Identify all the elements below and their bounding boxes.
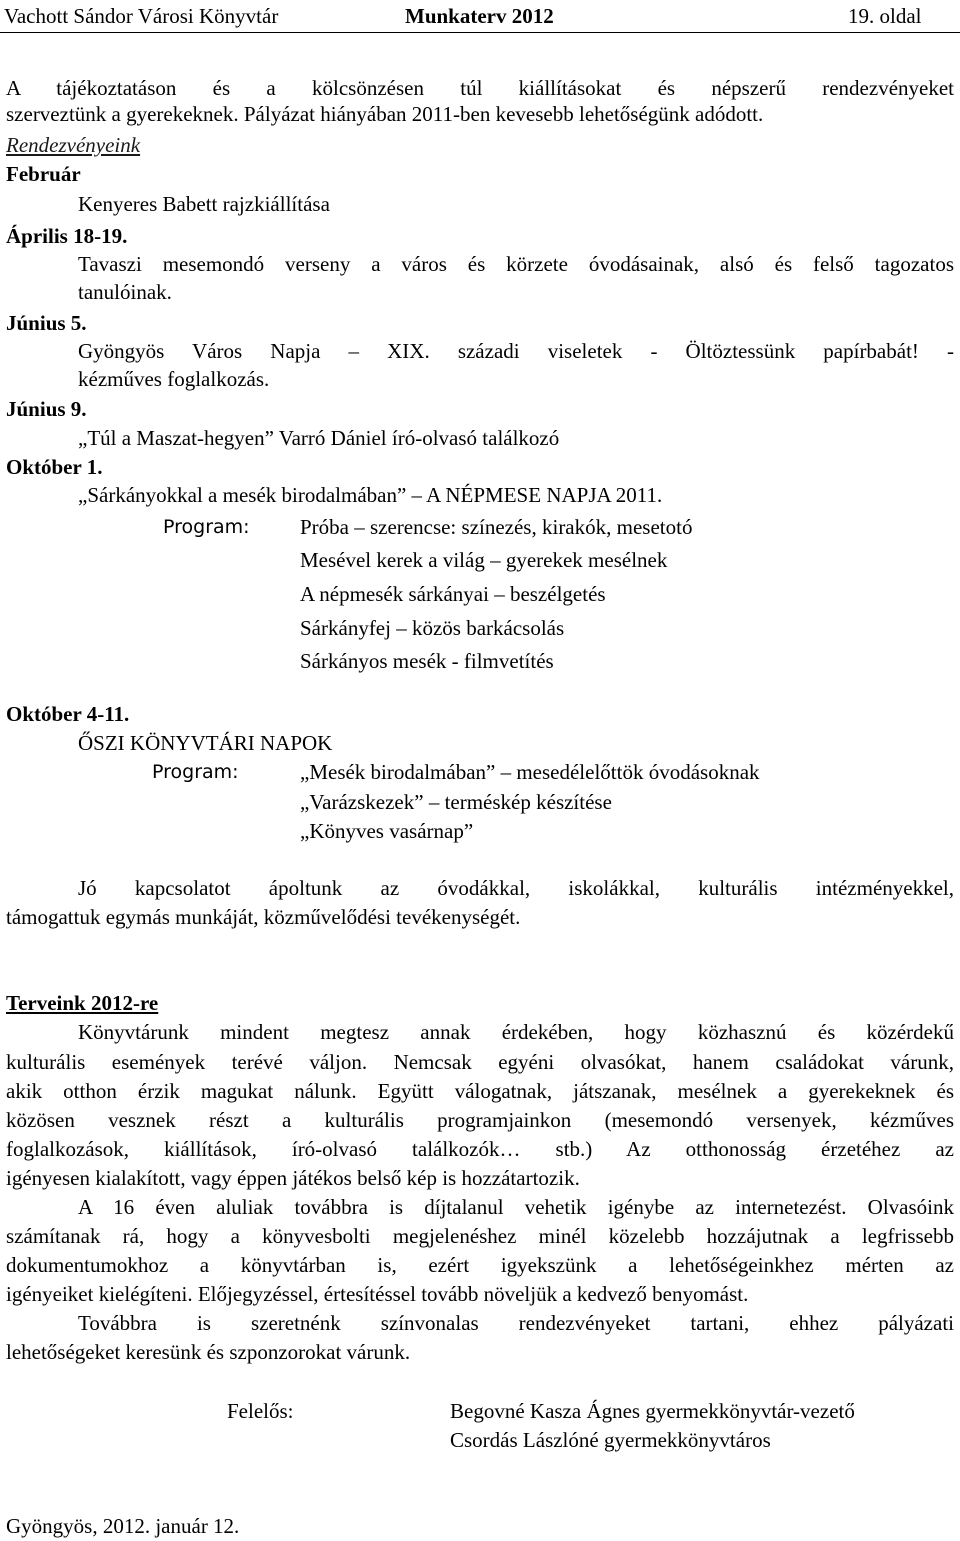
- program-item-oct4-1: „Mesék birodalmában” – mesedélelőttök óvodásoknak: [300, 760, 760, 784]
- event-text-jun9: „Túl a Maszat-hegyen” Varró Dániel író-olvasó találkozó: [78, 426, 560, 450]
- plans-p2-line-1: A 16 éven aluliak továbbra is díjtalanul vehetik igénybe az internetezést. Olvasóink: [78, 1195, 954, 1219]
- event-date-jun9: Június 9.: [6, 397, 87, 421]
- plans-p1-line-2: kulturális események terévé váljon. Nemcsak egyéni olvasókat, hanem családokat várunk,: [6, 1050, 954, 1074]
- header-library-name: Vachott Sándor Városi Könyvtár: [4, 4, 279, 28]
- plans-p1-line-4: közösen vesznek részt a kulturális programjainkon (mesemondó versenyek, kézműves: [6, 1108, 954, 1132]
- event-date-oct1: Október 1.: [6, 455, 103, 479]
- program-item-oct1-1: Próba – szerencse: színezés, kirakók, mesetotó: [300, 515, 693, 539]
- relations-line-1: Jó kapcsolatot ápoltunk az óvodákkal, iskolákkal, kulturális intézményekkel,: [78, 876, 954, 900]
- events-heading: Rendezvényeink: [6, 133, 141, 157]
- intro-line-1: A tájékoztatáson és a kölcsönzésen túl kiállításokat és népszerű rendezvényeket: [6, 76, 954, 100]
- responsible-label: Felelős:: [227, 1399, 294, 1423]
- event-date-apr: Április 18-19.: [6, 224, 128, 248]
- plans-p2-line-3: dokumentumokhoz a könyvtárban is, ezért igyekszünk a lehetőségeinkhez mérten az: [6, 1253, 954, 1277]
- responsible-name-1: Begovné Kasza Ágnes gyermekkönyvtár-vezető: [450, 1399, 855, 1423]
- event-title-oct4: ŐSZI KÖNYVTÁRI NAPOK: [78, 731, 333, 755]
- plans-p3-line-2: lehetőségeket keresünk és szponzorokat várunk.: [6, 1340, 411, 1364]
- program-item-oct4-3: „Könyves vasárnap”: [300, 819, 474, 843]
- relations-line-2: támogattuk egymás munkáját, közművelődési tevékenységét.: [6, 905, 521, 929]
- program-label-oct1: Program:: [163, 516, 250, 538]
- program-item-oct1-4: Sárkányfej – közös barkácsolás: [300, 616, 565, 640]
- plans-p2-line-2: számítanak rá, hogy a könyvesbolti megjelenéshez minél közelebb hozzájutnak a legfrissebb: [6, 1224, 954, 1248]
- program-item-oct1-2: Mesével kerek a világ – gyerekek mesélnek: [300, 548, 668, 572]
- program-item-oct1-5: Sárkányos mesék - filmvetítés: [300, 649, 554, 673]
- header-rule: [0, 32, 960, 33]
- plans-p1-line-5: foglalkozások, kiállítások, író-olvasó találkozók… stb.) Az otthonosság érzetéhez az: [6, 1137, 954, 1161]
- plans-p1-line-1: Könyvtárunk mindent megtesz annak érdekében, hogy közhasznú és közérdekű: [78, 1020, 954, 1044]
- place-date: Gyöngyös, 2012. január 12.: [6, 1514, 240, 1538]
- responsible-name-2: Csordás Lászlóné gyermekkönyvtáros: [450, 1428, 771, 1452]
- plans-p2-line-4: igényeiket kielégíteni. Előjegyzéssel, értesítéssel tovább növeljük a kedvező benyomást.: [6, 1282, 749, 1306]
- event-text-feb: Kenyeres Babett rajzkiállítása: [78, 192, 330, 216]
- program-item-oct4-2: „Varázskezek” – terméskép készítése: [300, 790, 612, 814]
- plans-p1-line-6: igényesen kialakított, vagy éppen játékos belső kép is hozzátartozik.: [6, 1166, 580, 1190]
- event-text-jun5-2: kézműves foglalkozás.: [78, 367, 270, 391]
- intro-line-2: szerveztünk a gyerekeknek. Pályázat hiányában 2011-ben kevesebb lehetőségünk adódott.: [6, 102, 764, 126]
- program-item-oct1-3: A népmesék sárkányai – beszélgetés: [300, 582, 606, 606]
- header-doc-title: Munkaterv 2012: [405, 4, 554, 28]
- plans-heading: Terveink 2012-re: [6, 991, 159, 1015]
- event-text-apr-2: tanulóinak.: [78, 280, 172, 304]
- event-date-feb: Február: [6, 162, 81, 186]
- plans-p3-line-1: Továbbra is szeretnénk színvonalas rendezvényeket tartani, ehhez pályázati: [78, 1311, 954, 1335]
- plans-p1-line-3: akik otthon érzik magukat nálunk. Együtt válogatnak, játszanak, mesélnek a gyerekeknek és: [6, 1079, 954, 1103]
- event-text-jun5-1: Gyöngyös Város Napja – XIX. századi viseletek - Öltöztessünk papírbabát! -: [78, 339, 954, 363]
- header-page-number: 19. oldal: [848, 4, 922, 28]
- event-date-jun5: Június 5.: [6, 311, 87, 335]
- program-label-oct4: Program:: [152, 761, 239, 783]
- event-text-apr-1: Tavaszi mesemondó verseny a város és körzete óvodásainak, alsó és felső tagozatos: [78, 252, 954, 276]
- event-text-oct1: „Sárkányokkal a mesék birodalmában” – A NÉPMESE NAPJA 2011.: [78, 483, 663, 507]
- event-date-oct4: Október 4-11.: [6, 702, 130, 726]
